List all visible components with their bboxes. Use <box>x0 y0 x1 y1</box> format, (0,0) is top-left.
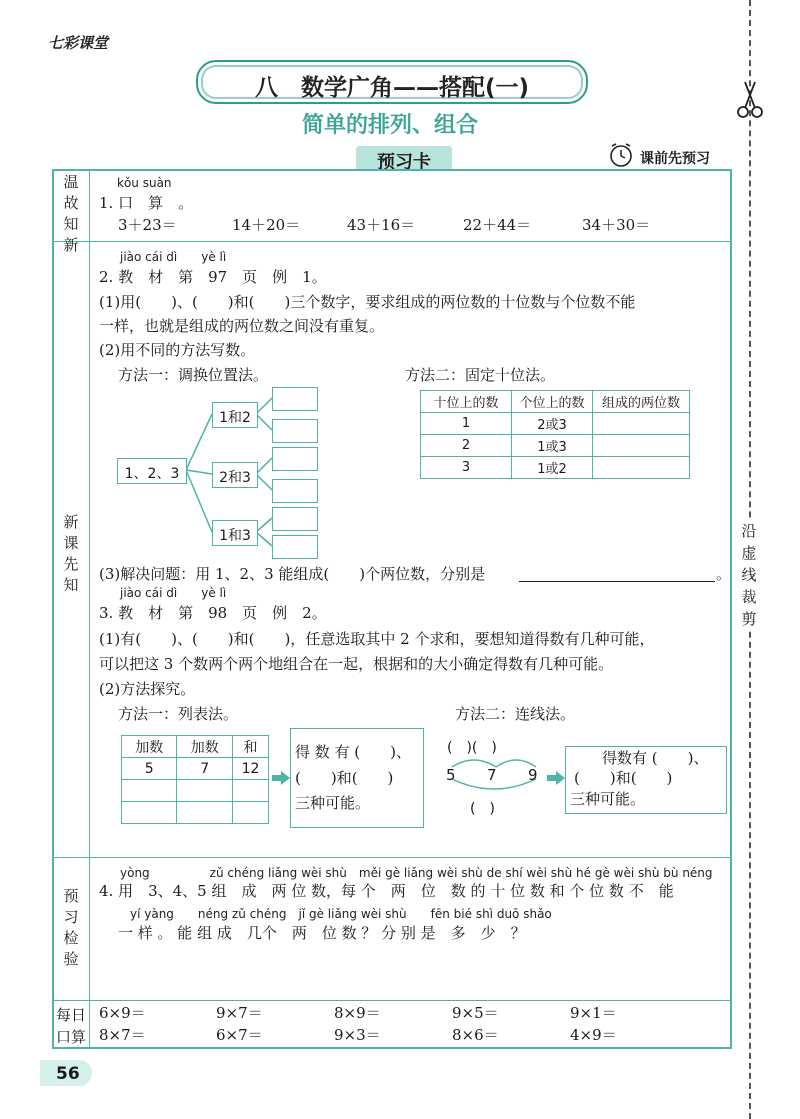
q4-text-2: 一 样 。 能 组 成 几个 两 位 数 ？ 分 别 是 多 少 ？ <box>118 924 526 942</box>
table-header: 组成的两位数 <box>593 391 690 413</box>
answer-box[interactable] <box>272 447 318 471</box>
q1-pinyin: kǒu suàn <box>117 176 172 190</box>
table-row: 1 2或3 <box>421 413 690 435</box>
daily-item: 4×9＝ <box>570 1026 617 1044</box>
answer-box[interactable] <box>272 387 318 411</box>
tree-node: 2和3 <box>212 462 258 488</box>
tens-table <box>420 390 690 479</box>
q2-method1: 方法一：调换位置法。 <box>118 366 269 384</box>
answer-box[interactable] <box>272 419 318 443</box>
subtitle: 简单的排列、组合 <box>301 113 478 138</box>
q1-item: 14＋20＝ <box>232 216 301 234</box>
q3-line1a: (1)有( )、( )和( )，任意选取其中 2 个求和，要想知道得数有几种可能， <box>99 630 655 648</box>
answer-cell[interactable] <box>593 435 690 457</box>
table-row: 3 1或2 <box>421 457 690 479</box>
q1-item: 43＋16＝ <box>347 216 416 234</box>
answer-cell[interactable] <box>122 780 177 802</box>
table-header-row <box>122 736 269 758</box>
daily-item: 8×9＝ <box>334 1004 381 1022</box>
q3-method1: 方法一：列表法。 <box>118 705 239 723</box>
chapter-title: 八 数学广角——搭配(一) <box>254 75 530 101</box>
daily-item: 6×9＝ <box>99 1004 146 1022</box>
daily-item: 9×7＝ <box>216 1004 263 1022</box>
answer-box[interactable] <box>272 535 318 559</box>
page-number: 56 <box>56 1064 80 1084</box>
q2-line1b: 一样，也就是组成的两位数之间没有重复。 <box>99 317 385 335</box>
q2-line2: (2)用不同的方法写数。 <box>99 341 256 359</box>
q2-method2: 方法二：固定十位法。 <box>405 366 556 384</box>
section-label-check: 预 习 检 验 <box>63 887 79 968</box>
table-row: 5 7 12 <box>122 758 269 780</box>
q1-title: 1. 口 算 。 <box>99 194 194 212</box>
section-label-daily: 每日 口算 <box>55 1006 86 1046</box>
table-header: 十位上的数 <box>421 391 512 413</box>
line-number: 5 <box>446 766 456 784</box>
answer-cell[interactable] <box>593 413 690 435</box>
table-header: 加数 <box>177 736 232 758</box>
table-header: 个位上的数 <box>512 391 593 413</box>
q3-title: 3. 教 材 第 98 页 例 2。 <box>99 604 327 622</box>
q1-item: 3＋23＝ <box>118 216 177 234</box>
section-label-new: 新 课 先 知 <box>63 513 79 594</box>
q2-pinyin: jiào cái dì yè lì <box>120 250 227 264</box>
answer-cell[interactable] <box>232 780 268 802</box>
q2-title: 2. 教 材 第 97 页 例 1。 <box>99 268 327 286</box>
table-header: 和 <box>232 736 268 758</box>
answer-cell[interactable] <box>232 802 268 824</box>
table-header-row <box>421 391 690 413</box>
line-number: 7 <box>487 766 497 784</box>
answer-cell[interactable] <box>593 457 690 479</box>
q3-method2: 方法二：连线法。 <box>455 705 576 723</box>
result-box-2: 得数有 ( )、 ( )和( ) 三种可能。 <box>565 746 727 814</box>
line-top-blanks: ( )( ) <box>447 740 497 756</box>
cut-label: 沿 虚 线 裁 剪 <box>738 520 760 630</box>
addends-table <box>121 735 269 824</box>
daily-item: 9×1＝ <box>570 1004 617 1022</box>
table-row <box>122 780 269 802</box>
answer-line[interactable] <box>519 581 715 582</box>
tree-root: 1、2、3 <box>117 458 187 484</box>
daily-item: 6×7＝ <box>216 1026 263 1044</box>
card-title: 预习卡 <box>356 146 452 170</box>
q3-line2: (2)方法探究。 <box>99 680 196 698</box>
q2-line3: (3)解决问题：用 1、2、3 能组成( )个两位数，分别是 <box>99 565 486 583</box>
line-number: 9 <box>528 766 538 784</box>
preview-tag: 课前先预习 <box>640 151 710 167</box>
answer-cell[interactable] <box>122 802 177 824</box>
daily-item: 9×3＝ <box>334 1026 381 1044</box>
answer-box[interactable] <box>272 479 318 503</box>
answer-cell[interactable] <box>177 802 232 824</box>
daily-item: 9×5＝ <box>452 1004 499 1022</box>
table-header: 加数 <box>122 736 177 758</box>
q1-item: 22＋44＝ <box>463 216 532 234</box>
q4-text-1: 4. 用 3、4、5 组 成 两 位 数，每 个 两 位 数 的 十 位 数 和 个 位 数 不 能 <box>99 882 674 900</box>
q2-line1a: (1)用( )、( )和( )三个数字，要求组成的两位数的十位数与个位数不能 <box>99 293 636 311</box>
section-label-review: 温 故 知 新 <box>63 173 79 254</box>
arrow-right-icon <box>547 770 565 789</box>
q4-pinyin-2: yí yàng néng zǔ chéng jǐ gè liǎng wèi shù fēn bié shì duō shǎo <box>130 907 552 921</box>
answer-box[interactable] <box>272 507 318 531</box>
tree-node: 1和2 <box>212 402 258 428</box>
daily-item: 8×7＝ <box>99 1026 146 1044</box>
result-box-1: 得 数 有 ( )、 ( )和( ) 三种可能。 <box>290 728 424 828</box>
tree-node: 1和3 <box>212 520 258 546</box>
line-bottom-blank: ( ) <box>470 801 495 817</box>
answer-cell[interactable] <box>177 780 232 802</box>
daily-item: 8×6＝ <box>452 1026 499 1044</box>
brand-logo: 七彩课堂 <box>48 34 109 52</box>
q3-line1b: 可以把这 3 个数两个两个地组合在一起，根据和的大小确定得数有几种可能。 <box>99 655 614 673</box>
table-row <box>122 802 269 824</box>
table-row: 2 1或3 <box>421 435 690 457</box>
arrow-right-icon <box>272 770 290 789</box>
q1-item: 34＋30＝ <box>582 216 651 234</box>
q3-pinyin: jiào cái dì yè lì <box>120 586 227 600</box>
q4-pinyin-1: yòng zǔ chéng liǎng wèi shù měi gè liǎng wèi shù de shí wèi shù hé gè wèi shù bù néng <box>120 866 713 880</box>
